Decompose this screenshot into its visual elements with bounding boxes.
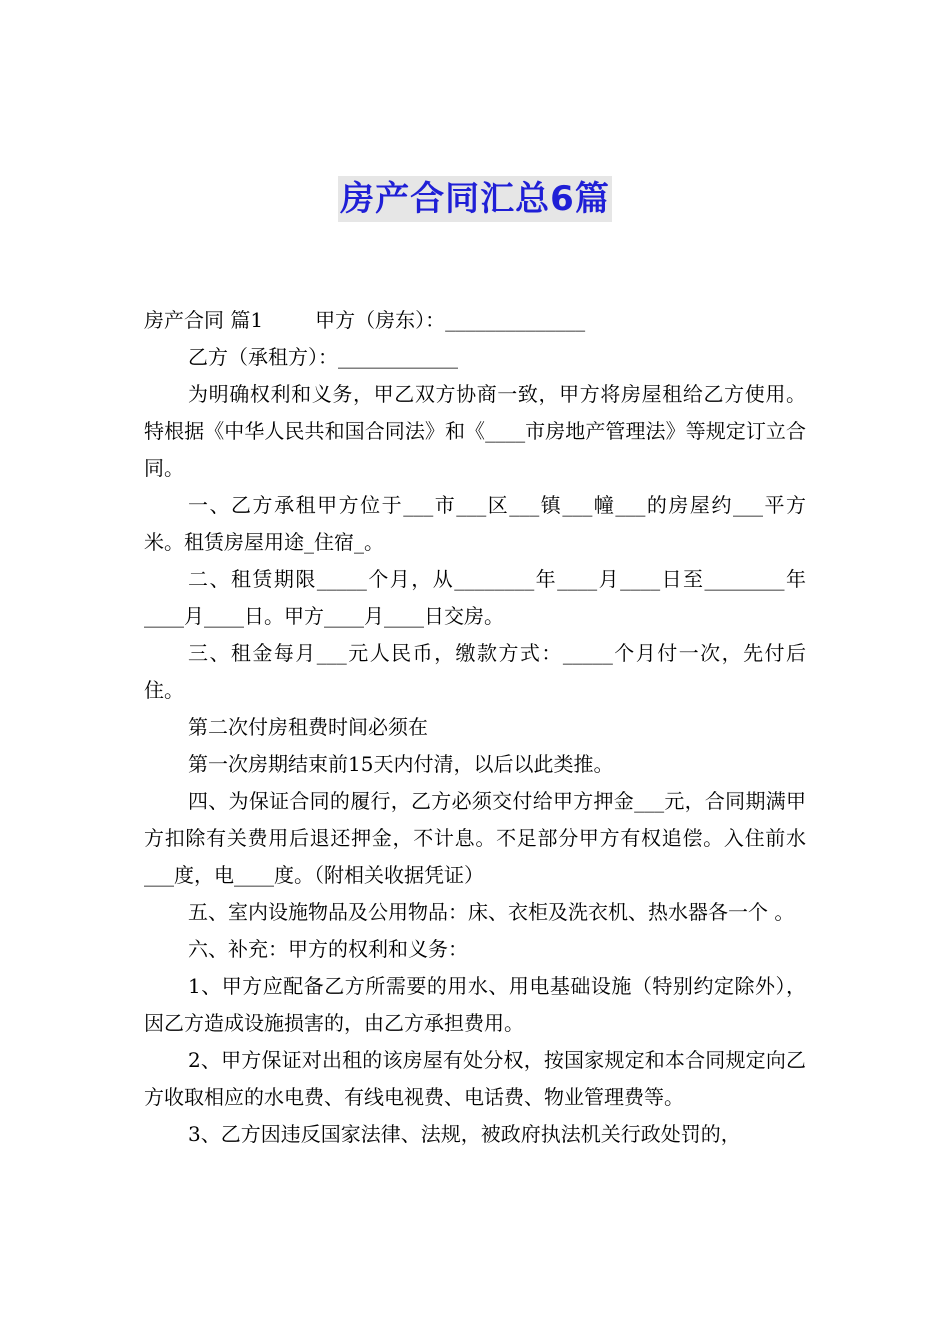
paragraph-clause-1: 一、乙方承租甲方位于___市___区___镇___幢___的房屋约___平方米。租赁房屋用途_住宿_。 [144,493,806,554]
paragraph-clause-4: 四、为保证合同的履行，乙方必须交付给甲方押金___元，合同期满甲方扣除有关费用后退还押金，不计息。不足部分甲方有权追偿。入住前水___度，电____度。（附相关收据凭证） [144,789,806,887]
paragraph-intro: 为明确权利和义务，甲乙双方协商一致，甲方将房屋租给乙方使用。特根据《中华人民共和国合同法》和《____市房地产管理法》等规定订立合同。 [144,382,806,480]
paragraph-second-payment: 第二次付房租费时间必须在 [188,715,428,739]
paragraph-heading-line [144,302,806,339]
paragraph-clause-2: 二、租赁期限_____个月，从________年____月____日至________年____月____日。甲方____月____日交房。 [144,567,806,628]
document-title: 房产合同汇总6篇 [338,176,612,222]
document-body [144,302,806,1153]
paragraph-item-1: 1、甲方应配备乙方所需要的用水、用电基础设施（特别约定除外），因乙方造成设施损害的，由乙方承担费用。 [144,974,806,1035]
paragraph-item-3: 3、乙方因违反国家法律、法规，被政府执法机关行政处罚的， [188,1122,741,1146]
paragraph-clause-6: 六、补充：甲方的权利和义务： [188,937,468,961]
party-a-line: 甲方（房东）：______________ [315,308,586,332]
paragraph-clause-3: 三、租金每月___元人民币，缴款方式：_____个月付一次，先付后住。 [144,641,806,702]
paragraph-item-2: 2、甲方保证对出租的该房屋有处分权，按国家规定和本合同规定向乙方收取相应的水电费、有线电视费、电话费、物业管理费等。 [144,1048,806,1109]
title-container [0,176,950,222]
paragraph-first-period: 第一次房期结束前15天内付清，以后以此类推。 [188,752,614,776]
party-b-line: 乙方（承租方）：____________ [188,345,458,369]
paragraph-clause-5: 五、室内设施物品及公用物品：床、衣柜及洗衣机、热水器各一个 。 [188,900,795,924]
section-label: 房产合同 篇1 [144,308,264,332]
